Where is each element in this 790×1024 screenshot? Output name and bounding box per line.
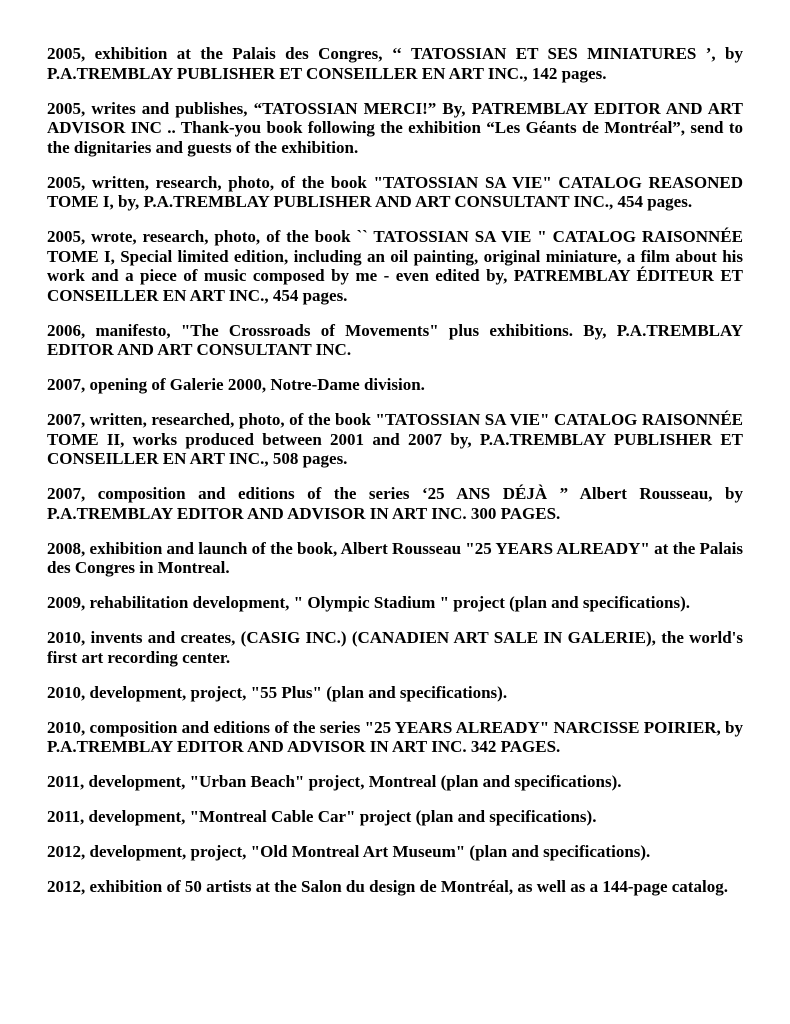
- entry-2011-montreal-cable-car: 2011, development, "Montreal Cable Car" project (plan and specifications).: [47, 807, 597, 826]
- entry-2010-narcisse-poirier: 2010, composition and editions of the series "25 YEARS ALREADY" NARCISSE POIRIER, by P.A.TREMBLAY EDITOR AND ADVISOR IN ART INC. 342 PAGES.: [47, 717, 743, 756]
- entry-2011-urban-beach: 2011, development, "Urban Beach" project, Montreal (plan and specifications).: [47, 772, 622, 791]
- entry-2005-palais-des-congres: 2005, exhibition at the Palais des Congres, ‘‘ TATOSSIAN ET SES MINIATURES ’, by P.A.TREMBLAY PUBLISHER ET CONSEILLER EN ART INC., 142 pages.: [47, 44, 743, 83]
- entry-2005-catalog-raisonnee-special-edition: 2005, wrote, research, photo, of the book `` TATOSSIAN SA VIE " CATALOG RAISONNÉE TOME I, Special limited edition, including an oil painting, original miniature, a film about his work and a piece of music composed by me - even edited by, PATREMBLAY ÉDITEUR ET CONSEILLER EN ART INC., 454 pages.: [47, 227, 743, 305]
- entry-2008-albert-rousseau-launch: 2008, exhibition and launch of the book, Albert Rousseau "25 YEARS ALREADY" at the Palais des Congres in Montreal.: [47, 538, 743, 577]
- entry-2007-25-ans-deja: 2007, composition and editions of the series ‘25 ANS DÉJÀ ” Albert Rousseau, by P.A.TREMBLAY EDITOR AND ADVISOR IN ART INC. 300 PAGES.: [47, 484, 743, 523]
- entry-2012-salon-du-design: 2012, exhibition of 50 artists at the Salon du design de Montréal, as well as a 144-page catalog.: [47, 877, 728, 896]
- entry-2005-catalog-reasoned-tome-1: 2005, written, research, photo, of the book "TATOSSIAN SA VIE" CATALOG REASONED TOME I, by, P.A.TREMBLAY PUBLISHER AND ART CONSULTANT INC., 454 pages.: [47, 172, 743, 211]
- document-page: [47, 44, 743, 912]
- entry-2007-galerie-2000: 2007, opening of Galerie 2000, Notre-Dame division.: [47, 375, 425, 394]
- entry-2012-old-montreal-art-museum: 2012, development, project, "Old Montreal Art Museum" (plan and specifications).: [47, 842, 651, 861]
- entry-2007-catalog-tome-2: 2007, written, researched, photo, of the book "TATOSSIAN SA VIE" CATALOG RAISONNÉE TOME II, works produced between 2001 and 2007 by, P.A.TREMBLAY PUBLISHER ET CONSEILLER EN ART INC., 508 pages.: [47, 410, 743, 468]
- entry-2005-tatossian-merci: 2005, writes and publishes, “TATOSSIAN MERCI!” By, PATREMBLAY EDITOR AND ART ADVISOR INC .. Thank-you book following the exhibition “Les Géants de Montréal”, send to the dignitaries and guests of the exhibition.: [47, 98, 743, 157]
- entry-2010-55-plus: 2010, development, project, "55 Plus" (plan and specifications).: [47, 682, 508, 702]
- entry-2010-casig: 2010, invents and creates, (CASIG INC.) (CANADIEN ART SALE IN GALERIE), the world's first art recording center.: [47, 628, 743, 667]
- entry-2009-olympic-stadium: 2009, rehabilitation development, " Olympic Stadium " project (plan and specifications).: [47, 593, 691, 612]
- entry-2006-manifesto: 2006, manifesto, "The Crossroads of Movements" plus exhibitions. By, P.A.TREMBLAY EDITOR AND ART CONSULTANT INC.: [47, 320, 743, 359]
